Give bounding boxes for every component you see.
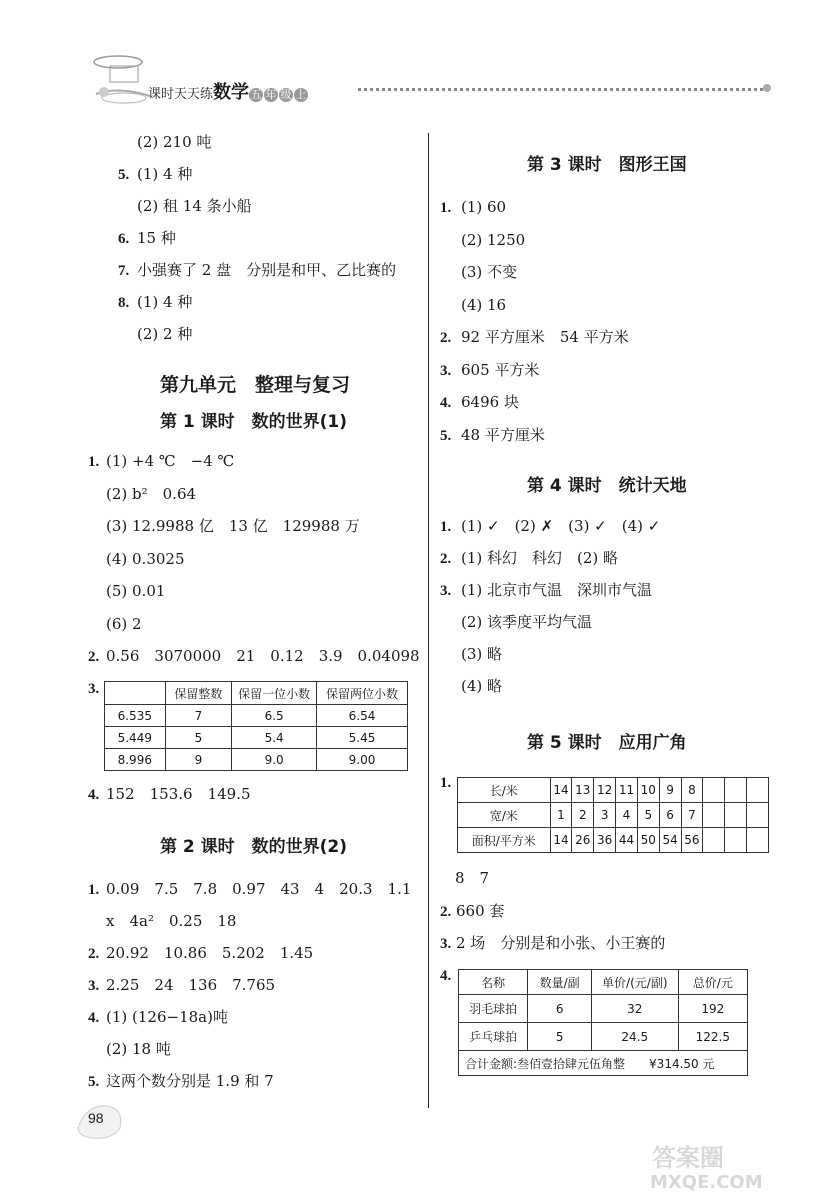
table-cell: 54 — [659, 828, 681, 853]
answer-text: (2) 2 种 — [137, 325, 193, 343]
q1-after: 8 7 — [455, 869, 490, 887]
table-row — [105, 749, 408, 771]
table-cell: 7 — [165, 705, 232, 727]
question-number: 6. — [118, 231, 130, 247]
answer-line — [440, 548, 618, 569]
lesson3-title: 第 3 课时 图形王国 — [527, 155, 687, 175]
table-cell: 6 — [659, 803, 681, 828]
answer-line — [440, 327, 629, 348]
answer-line — [88, 581, 165, 601]
answer-line — [440, 580, 652, 601]
answer-text: 660 套 — [456, 902, 505, 920]
table-header-row — [105, 682, 408, 705]
header-prefix: 课时天天练 — [148, 87, 214, 102]
table-cell: 3 — [594, 803, 616, 828]
question-number: 8. — [118, 295, 130, 311]
table-row — [458, 778, 769, 803]
question-number: 5. — [118, 167, 130, 183]
table-cell: 56 — [681, 828, 703, 853]
table-cell: 8.996 — [105, 749, 166, 771]
answer-line — [440, 262, 517, 282]
table-cell: 5.45 — [317, 727, 408, 749]
table-cell: 8 — [681, 778, 703, 803]
lesson1-title: 第 1 课时 数的世界(1) — [160, 412, 348, 432]
question-number: 5. — [88, 1074, 100, 1090]
table-cell: 9.00 — [317, 749, 408, 771]
answer-line — [440, 360, 539, 381]
answer-text: (2) 租 14 条小船 — [137, 197, 252, 215]
lesson4-title: 第 4 课时 统计天地 — [527, 476, 687, 496]
table-cell — [703, 778, 725, 803]
answer-line — [88, 451, 234, 472]
table-cell: 13 — [572, 778, 594, 803]
question-number: 3. — [88, 978, 100, 994]
question-number: 2. — [88, 649, 100, 665]
table-cell: 9 — [659, 778, 681, 803]
answer-line — [440, 295, 506, 315]
rectangle-table — [457, 777, 769, 853]
header-dotted-rule — [358, 88, 763, 91]
question-number: 3. — [440, 583, 452, 599]
answer-text: (2) 210 吨 — [137, 133, 212, 151]
rounding-table — [104, 681, 408, 771]
answer-text: 小强赛了 2 盘 分别是和甲、乙比赛的 — [137, 261, 397, 279]
table-cell — [747, 778, 769, 803]
answer-line — [88, 784, 251, 805]
table-cell — [703, 828, 725, 853]
question-number: 1. — [440, 200, 452, 216]
table-cell: 14 — [550, 828, 572, 853]
table-cell: 50 — [637, 828, 659, 853]
answer-line — [88, 975, 275, 996]
answer-text: (3) 12.9988 亿 13 亿 129988 万 — [106, 517, 360, 535]
answer-text: 152 153.6 149.5 — [106, 785, 251, 803]
answer-line — [440, 392, 519, 413]
answer-text: (1) 4 种 — [137, 293, 193, 311]
table-cell: 10 — [637, 778, 659, 803]
answer-text: 2.25 24 136 7.765 — [106, 976, 276, 994]
table-cell: 9 — [165, 749, 232, 771]
table-total-row — [459, 1051, 748, 1076]
answer-line — [88, 549, 185, 569]
answer-line — [118, 260, 396, 281]
answer-line — [88, 516, 360, 536]
question-number: 2. — [440, 904, 452, 920]
answer-line — [118, 132, 211, 152]
table-cell: 单价/(元/副) — [591, 970, 678, 995]
answer-line — [440, 676, 502, 696]
question-number: 1. — [440, 519, 452, 535]
q4-number: 4. — [440, 968, 452, 984]
answer-text: (1) ✓ (2) ✗ (3) ✓ (4) ✓ — [461, 517, 661, 535]
table-cell: 5 — [165, 727, 232, 749]
answer-text: 0.09 7.5 7.8 0.97 43 4 20.3 1.1 — [106, 880, 412, 898]
watermark-url: MXQE.COM — [650, 1172, 763, 1193]
question-number: 7. — [118, 263, 130, 279]
table-cell: 9.0 — [232, 749, 317, 771]
watermark-text: 答案圈 — [652, 1144, 724, 1172]
table-cell: 长/米 — [458, 778, 551, 803]
q3-number: 3. — [88, 681, 100, 697]
page-number: 98 — [88, 1110, 104, 1126]
table-cell — [105, 682, 166, 705]
table-row — [459, 1023, 748, 1051]
answer-line — [88, 1007, 228, 1028]
question-number: 5. — [440, 427, 452, 444]
answer-text: 这两个数分别是 1.9 和 7 — [106, 1072, 274, 1090]
table-cell: 122.5 — [678, 1023, 747, 1051]
table-cell — [747, 803, 769, 828]
table-cell — [703, 803, 725, 828]
question-number: 1. — [88, 454, 100, 470]
answer-text: (3) 不变 — [461, 263, 518, 281]
answer-text: (4) 16 — [461, 295, 507, 314]
answer-text: 92 平方厘米 54 平方米 — [461, 328, 629, 346]
table-row — [458, 828, 769, 853]
answer-text: (1) +4 ℃ −4 ℃ — [106, 452, 235, 470]
answer-text: (1) 60 — [461, 198, 507, 216]
answer-line — [440, 612, 592, 632]
table-cell — [725, 778, 747, 803]
answer-text: (2) 18 吨 — [106, 1040, 171, 1058]
answer-line — [88, 879, 411, 900]
answer-text: 6496 块 — [461, 393, 519, 411]
answer-line — [440, 516, 660, 537]
table-cell — [725, 828, 747, 853]
answer-line — [88, 646, 420, 667]
answer-text: (3) 略 — [461, 645, 503, 663]
answer-text: 0.56 3070000 21 0.12 3.9 0.04098 — [106, 647, 420, 665]
answer-text: (1) 科幻 科幻 (2) 略 — [461, 549, 619, 567]
answer-line — [88, 1039, 171, 1059]
table-row — [105, 727, 408, 749]
table-cell: 6.535 — [105, 705, 166, 727]
question-number: 2. — [88, 946, 100, 962]
answer-text: (1) 北京市气温 深圳市气温 — [461, 581, 653, 599]
table-cell: 7 — [681, 803, 703, 828]
table-cell — [725, 803, 747, 828]
answer-text: 20.92 10.86 5.202 1.45 — [106, 944, 314, 962]
answer-line — [440, 644, 502, 664]
question-number: 4. — [88, 1010, 100, 1026]
table-header-row — [459, 970, 748, 995]
answer-text: (4) 略 — [461, 677, 503, 695]
table-cell: 面积/平方米 — [458, 828, 551, 853]
header-grade: 五 年 级 上 — [250, 88, 307, 101]
answer-text: (1) (126−18a)吨 — [106, 1008, 228, 1026]
answer-text: 2 场 分别是和小张、小王赛的 — [456, 934, 666, 952]
unit-title: 第九单元 整理与复习 — [160, 374, 351, 396]
table-cell: 乒乓球拍 — [459, 1023, 528, 1051]
answer-text: (6) 2 — [106, 614, 142, 633]
table-cell — [747, 828, 769, 853]
answer-text: 15 种 — [137, 229, 176, 247]
table-cell: 5.4 — [232, 727, 317, 749]
answer-text: (1) 4 种 — [137, 165, 193, 183]
table-cell: 数量/副 — [528, 970, 592, 995]
question-number: 3. — [440, 362, 452, 379]
table-cell: 192 — [678, 995, 747, 1023]
question-number: 4. — [88, 787, 100, 803]
answer-text: (4) 0.3025 — [106, 549, 185, 568]
answer-text: (5) 0.01 — [106, 582, 166, 600]
table-cell: 6.5 — [232, 705, 317, 727]
table-cell: 合计金额:叁佰壹拾肆元伍角整 ¥314.50 元 — [459, 1051, 748, 1076]
table-cell: 1 — [550, 803, 572, 828]
answer-line — [118, 292, 192, 313]
question-number: 2. — [440, 551, 452, 567]
table-row — [105, 705, 408, 727]
answer-line — [88, 1071, 274, 1092]
question-number: 1. — [88, 882, 100, 898]
answer-line — [88, 484, 196, 504]
answer-text: (2) 1250 — [461, 230, 526, 249]
table-cell: 羽毛球拍 — [459, 995, 528, 1023]
answer-line — [118, 196, 252, 216]
question-number: 2. — [440, 330, 452, 346]
column-divider — [428, 133, 429, 1108]
table-cell: 5 — [637, 803, 659, 828]
answer-line — [440, 197, 506, 218]
table-cell: 保留一位小数 — [232, 682, 317, 705]
answer-line — [440, 230, 525, 250]
table-cell: 12 — [594, 778, 616, 803]
table-cell: 6 — [528, 995, 592, 1023]
answer-text: 48 平方厘米 — [461, 425, 545, 444]
table-cell: 5 — [528, 1023, 592, 1051]
table-row — [459, 995, 748, 1023]
question-number: 4. — [440, 395, 452, 411]
table-cell: 11 — [616, 778, 638, 803]
header-title — [148, 78, 309, 104]
table-cell: 4 — [616, 803, 638, 828]
q1-number: 1. — [440, 775, 452, 791]
answer-line — [88, 911, 236, 931]
table-cell: 6.54 — [317, 705, 408, 727]
header-subject: 数学 — [213, 82, 250, 103]
header-dot-end — [763, 84, 771, 92]
table-cell: 32 — [591, 995, 678, 1023]
table-cell: 2 — [572, 803, 594, 828]
answer-text: (2) b² 0.64 — [106, 484, 197, 503]
table-cell: 保留整数 — [165, 682, 232, 705]
table-cell: 宽/米 — [458, 803, 551, 828]
table-cell: 总价/元 — [678, 970, 747, 995]
answer-line — [440, 425, 545, 446]
answer-line — [118, 324, 192, 344]
answer-text: x 4a² 0.25 18 — [106, 912, 237, 930]
table-cell: 5.449 — [105, 727, 166, 749]
answer-line — [440, 933, 665, 954]
lesson5-title: 第 5 课时 应用广角 — [527, 733, 687, 753]
table-cell: 24.5 — [591, 1023, 678, 1051]
answer-text: (2) 该季度平均气温 — [461, 613, 593, 631]
answer-text: 605 平方米 — [461, 360, 540, 379]
answer-line — [88, 614, 142, 634]
answer-line — [118, 164, 192, 185]
table-cell: 名称 — [459, 970, 528, 995]
answer-line — [88, 943, 313, 964]
table-cell: 36 — [594, 828, 616, 853]
answer-line — [118, 228, 176, 249]
table-cell: 44 — [616, 828, 638, 853]
lesson2-title: 第 2 课时 数的世界(2) — [160, 837, 348, 857]
question-number: 3. — [440, 936, 452, 952]
table-cell: 14 — [550, 778, 572, 803]
table-row — [458, 803, 769, 828]
price-table — [458, 969, 748, 1076]
table-cell: 保留两位小数 — [317, 682, 408, 705]
answer-line — [440, 901, 504, 922]
table-cell: 26 — [572, 828, 594, 853]
